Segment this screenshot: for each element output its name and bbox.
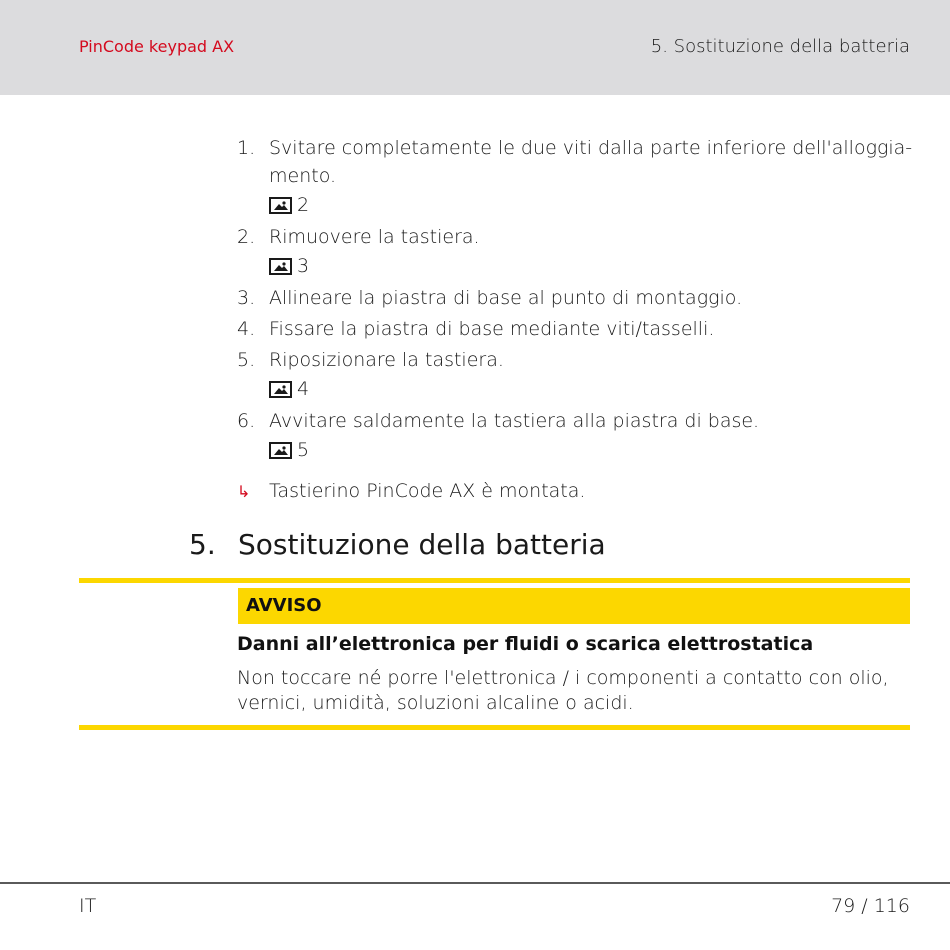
footer-divider <box>0 882 950 884</box>
step-number: 5. <box>237 349 256 371</box>
step-number: 4. <box>237 318 256 340</box>
notice-label: AVVISO <box>246 595 322 616</box>
step-number: 3. <box>237 287 256 309</box>
result-text: Tastierino PinCode AX è montata. <box>269 480 586 502</box>
notice-bottom-rule <box>79 725 910 730</box>
result-line <box>237 477 585 506</box>
step-2 <box>237 223 917 281</box>
step-1 <box>237 134 917 220</box>
step-text: Fissare la piastra di base mediante viti/tasselli. <box>269 318 715 340</box>
figure-number: 4 <box>297 378 310 400</box>
figure-reference <box>269 190 917 220</box>
notice-body: Non toccare né porre l'elettronica / i componenti a contatto con olio, vernici, umidità, soluzioni alcaline o acidi. <box>237 667 889 714</box>
brand-name: PinCode keypad AX <box>79 37 235 56</box>
steps-list <box>237 134 917 465</box>
image-icon <box>269 381 292 398</box>
figure-number: 2 <box>297 194 310 216</box>
step-text: Allineare la piastra di base al punto di montaggio. <box>269 287 743 309</box>
step-4 <box>237 315 917 343</box>
notice-label-box <box>238 588 910 624</box>
step-3 <box>237 284 917 312</box>
notice-top-rule <box>79 578 910 583</box>
step-text: Avvitare saldamente la tastiera alla piastra di base. <box>269 410 760 432</box>
step-5 <box>237 346 917 404</box>
step-6 <box>237 407 917 465</box>
step-number: 6. <box>237 410 256 432</box>
step-text: Riposizionare la tastiera. <box>269 349 504 371</box>
notice-heading: Danni all’elettronica per fluidi o scarica elettrostatica <box>237 633 814 655</box>
section-title: 5. Sostituzione della batteria <box>650 36 910 57</box>
footer-language: IT <box>79 895 97 917</box>
page-number: 79 / 116 <box>831 895 910 917</box>
section-heading: Sostituzione della batteria <box>238 528 606 561</box>
figure-number: 3 <box>297 255 310 277</box>
step-number: 2. <box>237 226 256 248</box>
image-icon <box>269 258 292 275</box>
page-header <box>0 0 950 95</box>
step-text-line-1: Svitare completamente le due viti dalla parte inferiore dell'alloggia- <box>269 137 913 159</box>
step-number: 1. <box>237 137 256 159</box>
section-number: 5. <box>189 528 216 561</box>
figure-reference <box>269 251 917 281</box>
image-icon <box>269 442 292 459</box>
figure-number: 5 <box>297 439 310 461</box>
figure-reference <box>269 374 917 404</box>
figure-reference <box>269 435 917 465</box>
result-arrow-icon: ↳ <box>237 482 251 501</box>
step-text: Rimuovere la tastiera. <box>269 226 480 248</box>
step-text-line-2: mento. <box>269 165 337 187</box>
image-icon <box>269 197 292 214</box>
